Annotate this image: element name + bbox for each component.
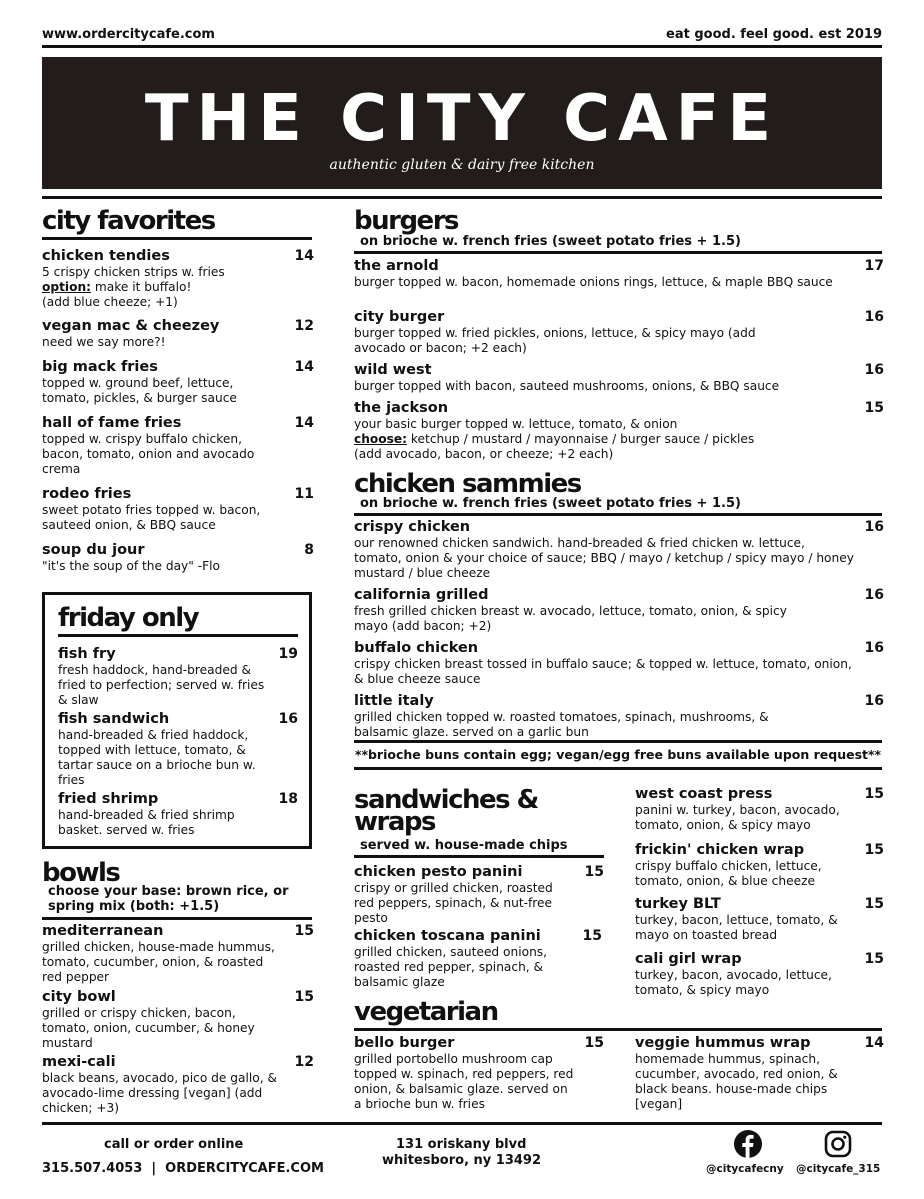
vegetarian-divider [354,1028,882,1031]
menu-item [42,923,314,985]
item-price: 14 [864,1035,884,1051]
menu-item [354,362,884,394]
item-extra: (add blue cheeze; +1) [42,295,178,309]
option-label: option: [42,280,92,294]
item-desc: turkey, bacon, avocado, lettuce, tomato, & spicy mayo [635,968,832,997]
instagram-icon[interactable] [824,1130,852,1158]
address-line1: 131 oriskany blvd [396,1137,527,1152]
item-name: city bowl [42,989,116,1005]
item-desc: hand-breaded & fried haddock, topped with lettuce, tomato, & tartar sauce on a brioche bun w. fries [58,728,256,787]
item-desc: crispy or grilled chicken, roasted red peppers, spinach, & nut-free pesto [354,881,553,925]
burgers-subtitle: on brioche w. french fries (sweet potato fries + 1.5) [360,234,741,249]
item-price: 16 [864,519,884,535]
menu-item [354,400,884,462]
burgers-title: burgers [354,206,458,236]
item-desc: panini w. turkey, bacon, avocado, tomato, onion, & spicy mayo [635,803,840,832]
item-price: 15 [864,400,884,416]
menu-item [42,542,314,574]
item-desc: grilled chicken topped w. roasted tomatoes, spinach, mushrooms, & balsamic glaze. served on a garlic bun [354,710,769,739]
item-name: mexi-cali [42,1054,116,1070]
item-desc: sweet potato fries topped w. bacon, sauteed onion, & BBQ sauce [42,503,261,532]
burgers-divider [354,251,882,254]
item-desc: black beans, avocado, pico de gallo, & avocado-lime dressing [vegan] (add chicken; +3) [42,1071,277,1115]
city-favorites-title: city favorites [42,206,215,236]
item-desc: fresh grilled chicken breast w. avocado, lettuce, tomato, onion, & spicy mayo (add bacon; +2) [354,604,787,633]
item-price: 15 [582,928,602,944]
item-desc: crispy buffalo chicken, lettuce, tomato, onion, & blue cheeze [635,859,822,888]
menu-item [354,693,884,740]
item-desc: grilled chicken, sauteed onions, roasted red pepper, spinach, & balsamic glaze [354,945,548,989]
menu-item [42,248,314,310]
instagram-handle[interactable]: @citycafe_315 [796,1163,881,1175]
menu-item [354,587,884,634]
item-desc: topped w. ground beef, lettuce, tomato, pickles, & burger sauce [42,376,237,405]
item-desc: burger topped w. fried pickles, onions, lettuce, & spicy mayo (add avocado or bacon; +2 each) [354,326,756,355]
item-price: 14 [294,415,314,431]
item-price: 16 [864,640,884,656]
item-price: 16 [864,309,884,325]
item-desc: burger topped w. bacon, homemade onions rings, lettuce, & maple BBQ sauce [354,275,833,289]
sandwiches-title [354,785,538,837]
item-name: turkey BLT [635,896,721,912]
item-extra: (add avocado, bacon, or cheeze; +2 each) [354,447,614,461]
item-desc: hand-breaded & fried shrimp basket. served w. fries [58,808,235,837]
vegetarian-title: vegetarian [354,997,498,1027]
item-price: 18 [278,791,298,807]
item-price: 15 [294,989,314,1005]
friday-only-divider [58,634,298,637]
call-label: call or order online [104,1137,244,1152]
item-desc: homemade hummus, spinach, cucumber, avocado, red onion, & black beans. house-made chips [vegan] [635,1052,838,1111]
item-desc: fresh haddock, hand-breaded & fried to perfection; served w. fries & slaw [58,663,265,707]
banner-subtitle: authentic gluten & dairy free kitchen [329,157,595,173]
menu-item [42,1054,314,1116]
menu-item [58,646,298,708]
item-price: 14 [294,359,314,375]
item-name: west coast press [635,786,773,802]
choose-text: ketchup / mustard / mayonnaise / burger sauce / pickles [407,432,755,446]
item-name: the jackson [354,400,449,416]
item-desc: "it's the soup of the day" -Flo [42,559,221,573]
item-desc: 5 crispy chicken strips w. fries [42,265,225,279]
chicken-sammies-title: chicken sammies [354,469,581,499]
item-price: 16 [864,693,884,709]
item-name: cali girl wrap [635,951,742,967]
item-name: fish sandwich [58,711,170,727]
item-desc: crispy chicken breast tossed in buffalo sauce; & topped w. lettuce, tomato, onion, & blue cheeze sauce [354,657,852,686]
notice-divider-top [354,740,882,743]
menu-item [354,519,884,581]
item-name: chicken pesto panini [354,864,523,880]
item-price: 8 [304,542,314,558]
item-name: mediterranean [42,923,164,939]
city-favorites-divider [42,237,312,240]
item-name: fried shrimp [58,791,159,807]
item-desc: topped w. crispy buffalo chicken, bacon, tomato, onion and avocado crema [42,432,255,476]
item-name: wild west [354,362,432,378]
item-name: vegan mac & cheezey [42,318,220,334]
item-price: 15 [584,864,604,880]
item-price: 15 [864,842,884,858]
item-price: 15 [864,786,884,802]
item-price: 14 [294,248,314,264]
menu-item [635,786,884,833]
menu-item [42,415,314,477]
item-name: rodeo fries [42,486,132,502]
phone-website[interactable]: 315.507.4053 | ORDERCITYCAFE.COM [42,1161,324,1176]
item-price: 12 [294,1054,314,1070]
item-name: big mack fries [42,359,158,375]
notice-divider-bottom [354,767,882,770]
item-desc: grilled portobello mushroom cap topped w. spinach, red peppers, red onion, & balsamic glaze. served on a brioche bun w. fries [354,1052,574,1111]
item-name: the arnold [354,258,439,274]
item-price: 15 [864,896,884,912]
item-choose [354,432,884,447]
item-desc: grilled chicken, house-made hummus, tomato, cucumber, onion, & roasted red pepper [42,940,275,984]
bowls-subtitle: choose your base: brown rice, or spring mix (both: +1.5) [48,884,289,914]
menu-item [354,640,884,687]
item-name: frickin' chicken wrap [635,842,805,858]
item-name: veggie hummus wrap [635,1035,811,1051]
menu-item [354,1035,604,1112]
item-desc: grilled or crispy chicken, bacon, tomato, onion, cucumber, & honey mustard [42,1006,255,1050]
item-desc: your basic burger topped w. lettuce, tomato, & onion [354,417,678,431]
tagline: eat good. feel good. est 2019 [666,27,882,42]
sandwiches-title-line2: wraps [354,807,435,837]
brioche-notice: **brioche buns contain egg; vegan/egg free buns available upon request** [354,747,882,762]
restaurant-title: THE CITY CAFE [144,82,780,156]
chicken-sammies-divider [354,513,882,516]
menu-item [42,359,314,406]
item-price: 11 [294,486,314,502]
item-desc: burger topped with bacon, sauteed mushrooms, onions, & BBQ sauce [354,379,780,393]
chicken-sammies-subtitle: on brioche w. french fries (sweet potato fries + 1.5) [360,496,741,511]
choose-label: choose: [354,432,408,446]
item-name: bello burger [354,1035,455,1051]
bowls-divider [42,917,312,920]
item-name: city burger [354,309,445,325]
item-price: 16 [278,711,298,727]
item-name: soup du jour [42,542,145,558]
item-price: 15 [294,923,314,939]
bowls-title: bowls [42,858,120,888]
sandwiches-subtitle: served w. house-made chips [360,838,568,853]
item-price: 16 [864,362,884,378]
website-link[interactable]: www.ordercitycafe.com [42,27,215,42]
friday-only-title: friday only [58,603,199,633]
item-desc: need we say more?! [42,335,166,349]
menu-item [635,896,884,943]
item-price: 19 [278,646,298,662]
item-name: fish fry [58,646,116,662]
menu-item [635,842,884,889]
item-price: 12 [294,318,314,334]
item-desc: our renowned chicken sandwich. hand-breaded & fried chicken w. lettuce, tomato, onion & your choice of sauce; BBQ / mayo / ketchup / spicy mayo / honey mustard / blue cheeze [354,536,854,580]
item-option [42,280,314,295]
menu-item [58,791,298,838]
menu-item [42,318,314,350]
top-divider [42,45,882,48]
menu-item [635,1035,884,1112]
footer-divider [42,1122,882,1125]
item-name: california grilled [354,587,489,603]
item-price: 15 [584,1035,604,1051]
menu-item [354,258,884,290]
item-name: chicken tendies [42,248,170,264]
banner-divider [42,196,882,199]
item-desc: turkey, bacon, lettuce, tomato, & mayo on toasted bread [635,913,838,942]
option-text: make it buffalo! [91,280,192,294]
menu-item [42,989,314,1051]
facebook-icon[interactable] [734,1130,762,1158]
sandwiches-title-line1: sandwiches & [354,785,538,815]
sandwiches-divider [354,855,604,858]
menu-item [354,309,884,356]
facebook-handle[interactable]: @citycafecny [706,1163,784,1175]
item-price: 17 [864,258,884,274]
item-name: hall of fame fries [42,415,182,431]
menu-item [354,928,604,990]
item-name: buffalo chicken [354,640,479,656]
address-line2: whitesboro, ny 13492 [382,1153,542,1168]
menu-item [42,486,314,533]
menu-item [354,864,604,926]
item-name: crispy chicken [354,519,471,535]
item-price: 15 [864,951,884,967]
item-name: little italy [354,693,434,709]
item-name: chicken toscana panini [354,928,541,944]
menu-item [58,711,298,788]
item-price: 16 [864,587,884,603]
menu-item [635,951,884,998]
